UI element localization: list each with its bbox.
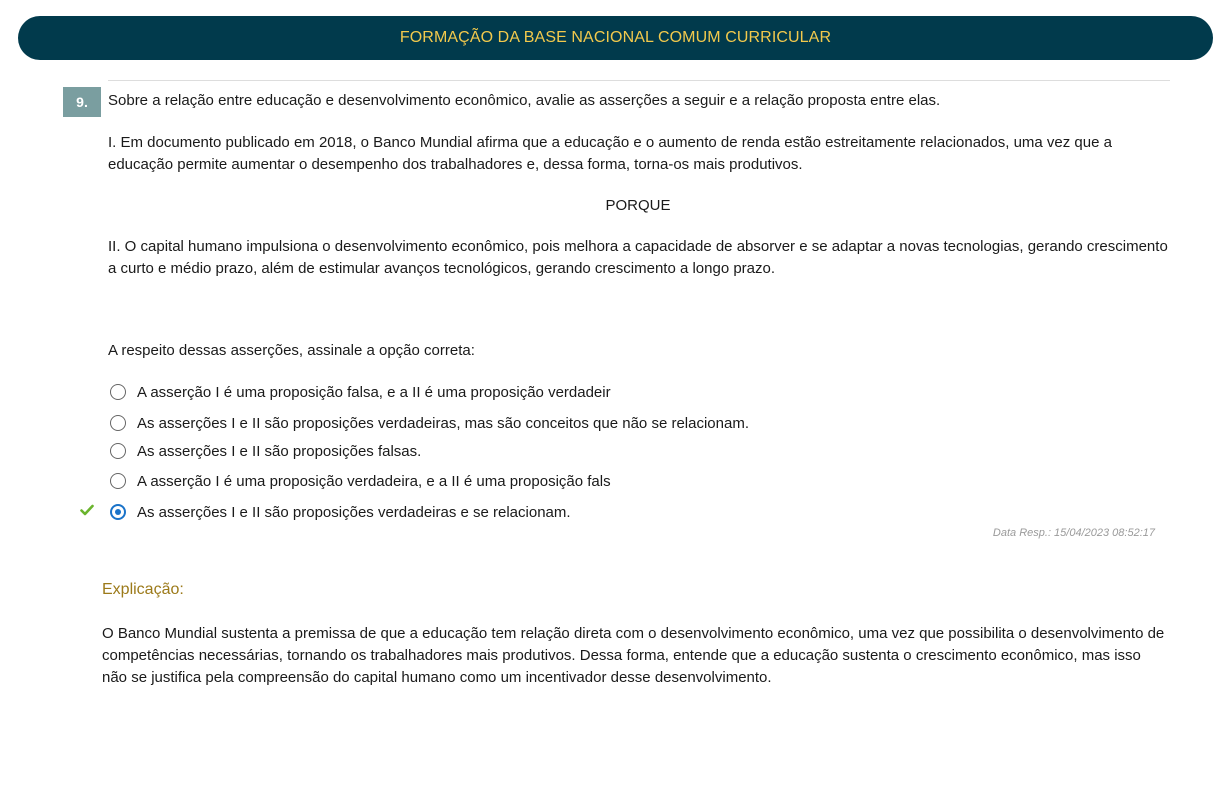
answer-option-5[interactable] [110,501,1010,523]
option-label: A asserção I é uma proposição verdadeira, e a II é uma proposição fals [137,472,611,490]
divider [108,80,1170,81]
radio-button-selected[interactable] [110,504,126,520]
question-stem: Sobre a relação entre educação e desenvolvimento econômico, avalie as asserções a seguir e a relação proposta entre elas. [108,92,941,109]
explanation-text: O Banco Mundial sustenta a premissa de que a educação tem relação direta com o desenvolvimento econômico, uma vez que possibilita o desenvolvimento de competências necessárias, tornando os trabalhadores mais produtivos. Dessa forma, entende que a educação sustenta o crescimento econômico, mas isso não se justifica pela compreensão do capital humano como um incentivador desse desenvolvimento. [102,625,1165,686]
option-label: As asserções I e II são proposições verdadeiras e se relacionam. [137,503,571,521]
question-number: 9. [63,87,101,117]
assertion-2: II. O capital humano impulsiona o desenvolvimento econômico, pois melhora a capacidade de absorver e se adaptar a novas tecnologias, gerando crescimento a curto e médio prazo, além de estimular avanços tecnológicos, gerando crescimento a longo prazo. [108,238,1168,277]
radio-button[interactable] [110,415,126,431]
section-title: FORMAÇÃO DA BASE NACIONAL COMUM CURRICULAR [399,29,832,46]
assertion-connector: PORQUE [605,197,671,214]
option-label: A asserção I é uma proposição falsa, e a II é uma proposição verdadeir [137,383,611,401]
answer-option-4[interactable] [110,470,1010,492]
option-label: As asserções I e II são proposições falsas. [137,442,422,460]
answer-option-2[interactable] [110,412,1010,434]
question-prompt: A respeito dessas asserções, assinale a opção correta: [108,342,475,359]
assertion-1: I. Em documento publicado em 2018, o Banco Mundial afirma que a educação e o aumento de renda estão estreitamente relacionados, uma vez que a educação permite aumentar o desempenho dos trabalhadores e, dessa forma, torna-os mais produtivos. [108,134,1112,173]
option-label: As asserções I e II são proposições verdadeiras, mas são conceitos que não se relacionam. [137,414,749,432]
answer-timestamp: Data Resp.: 15/04/2023 08:52:17 [992,527,1155,539]
answer-option-1[interactable] [110,381,1010,403]
section-header [18,16,1213,60]
answer-option-3[interactable] [110,440,1010,462]
radio-button[interactable] [110,443,126,459]
explanation-heading: Explicação: [102,581,184,598]
radio-button[interactable] [110,473,126,489]
radio-button[interactable] [110,384,126,400]
check-icon [80,503,94,517]
